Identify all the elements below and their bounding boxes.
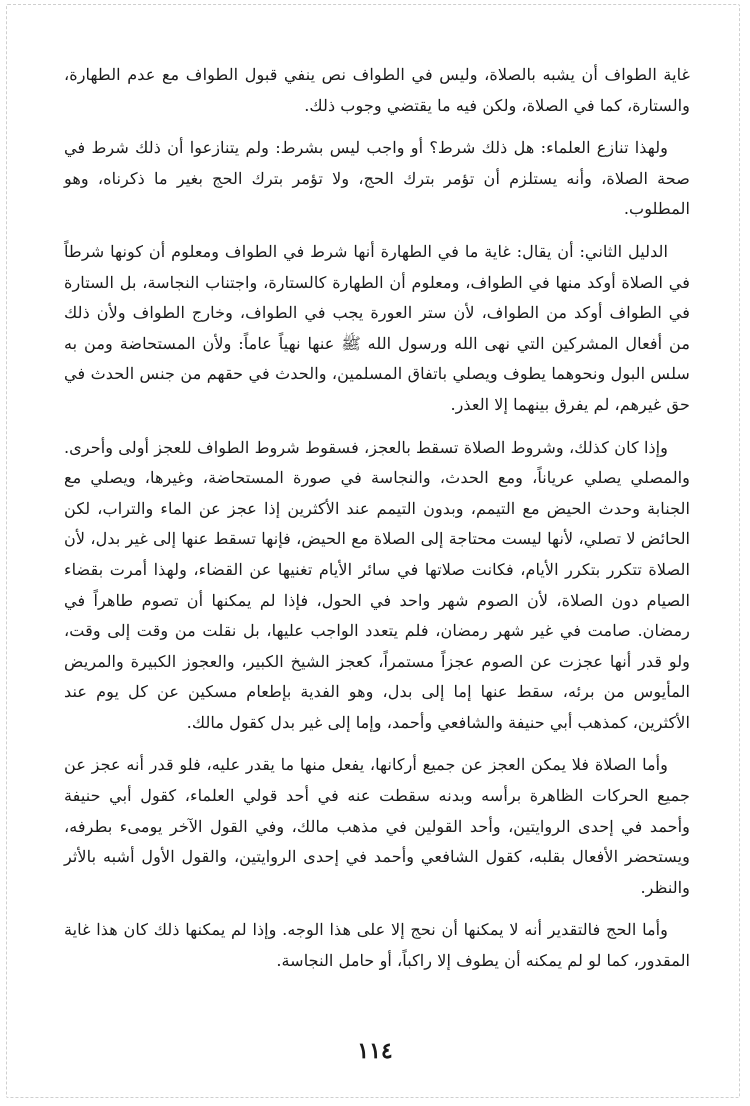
page-number: ١١٤ (357, 1038, 393, 1064)
paragraph-2: ولهذا تنازع العلماء: هل ذلك شرط؟ أو واجب ليس بشرط: ولم يتنازعوا أن ذلك شرط في صحة الصلاة، وأنه يستلزم أن تؤمر بترك الحج، ولا تؤمر بترك الحج بغير ما ذكرناه، وهو المطلوب. (64, 138, 690, 219)
paragraph-4: وإذا كان كذلك، وشروط الصلاة تسقط بالعجز، فسقوط شروط الطواف للعجز أولى وأحرى. والمصلي يصلي عرياناً، ومع الحدث، والنجاسة في صورة المستحاضة، وغيرها، ويصلي مع الجنابة وحدث الحيض مع التيمم، وبدون التيمم عند الأكثرين إذا عجز عن الماء والتراب، لكن الحائض لا تصلي، لأنها ليست محتاجة إلى الصلاة مع الحيض، فإنها تسقط عنها إلى غير بدل، لأن الصلاة تتكرر بتكرر الأيام، فكانت صلاتها في سائر الأيام تغنيها عن القضاء، ولهذا أمرت بقضاء الصيام دون الصلاة، لأن الصوم شهر واحد في الحول، فإذا لم يمكنها أن تصوم طاهراً في رمضان. صامت في غير شهر رمضان، فلم يتعدد الواجب عليها، بل نقلت من وقت إلى وقت، ولو قدر أنها عجزت عن الصوم عجزاً مستمراً، كعجز الشيخ الكبير، والعجوز الكبيرة والمريض المأيوس من برئه، سقط عنها إما إلى بدل، وهو الفدية بإطعام مسكين عن كل يوم عند الأكثرين، كمذهب أبي حنيفة والشافعي وأحمد، وإما إلى غير بدل كقول مالك. (64, 437, 690, 732)
page-body (64, 60, 690, 977)
paragraph-5: وأما الصلاة فلا يمكن العجز عن جميع أركانها، يفعل منها ما يقدر عليه، فلو قدر أنه عجز عن جميع الحركات الظاهرة برأسه وبدنه سقطت عنه في أحد قولي العلماء، كقول أبي حنيفة وأحمد في إحدى الروايتين، وأحد القولين في مذهب مالك، وفي القول الآخر يومىء بطرفه، ويستحضر الأفعال بقلبه، كقول الشافعي وأحمد في إحدى الروايتين، والقول الأول أشبه بالأثر والنظر. (64, 755, 690, 897)
paragraph-1: غاية الطواف أن يشبه بالصلاة، وليس في الطواف نص ينفي قبول الطواف مع عدم الطهارة، والستارة، كما في الصلاة، ولكن فيه ما يقتضي وجوب ذلك. (64, 65, 690, 115)
paragraph-3: الدليل الثاني: أن يقال: غاية ما في الطهارة أنها شرط في الطواف ومعلوم أن كونها شرطاً في الصلاة أوكد منها في الطواف، ومعلوم أن الطهارة كالستارة، واجتناب النجاسة، بل الستارة في الطواف أوكد من الطواف، لأن ستر العورة يجب في الطواف، وخارج الطواف ولأن ذلك من أفعال المشركين التي نهى الله ورسول الله ﷺ عنها نهياً عاماً: ولأن المستحاضة ومن به سلس البول ونحوهما يطوف ويصلي باتفاق المسلمين، والحدث في حقهم من جنس الحدث في حق غيرهم، لم يفرق بينهما إلا العذر. (64, 241, 690, 414)
paragraph-6: وأما الحج فالتقدير أنه لا يمكنها أن نحج إلا على هذا الوجه. وإذا لم يمكنها ذلك كان هذا غاية المقدور، كما لو لم يمكنه أن يطوف إلا راكباً، أو حامل النجاسة. (64, 920, 690, 971)
